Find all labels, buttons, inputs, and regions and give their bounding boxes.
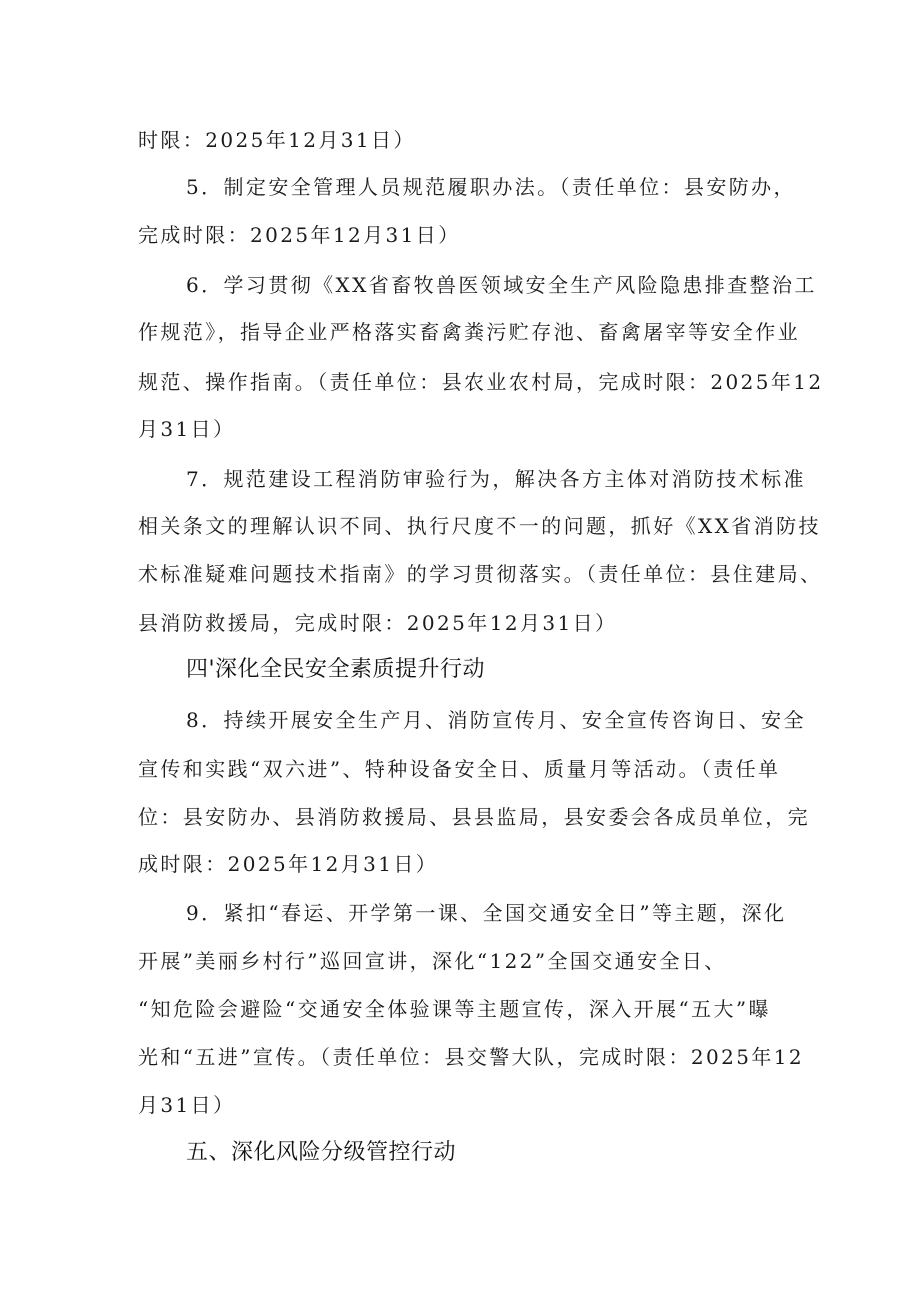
text-line: 光和“五进”宣传。（责任单位：县交警大队，完成时限：2025年12	[138, 1045, 804, 1069]
section-heading-4: 四'深化全民安全素质提升行动	[186, 657, 486, 682]
text-line: “知危险会避险“交通安全体验课等主题宣传，深入开展“五大”曝	[138, 997, 771, 1021]
text-line: 位：县安防办、县消防救援局、县县监局，县安委会各成员单位，完	[138, 805, 810, 829]
item-6-line: 6．学习贯彻《XX省畜牧兽医领域安全生产风险隐患排查整治工	[186, 273, 817, 297]
text-line: 术标准疑难问题技术指南》的学习贯彻落实。（责任单位：县住建局、	[138, 562, 823, 586]
item-7-line: 7．规范建设工程消防审验行为，解决各方主体对消防技术标准	[186, 467, 806, 491]
item-8-line: 8．持续开展安全生产月、消防宣传月、安全宣传咨询日、安全	[186, 708, 806, 732]
item-5-line: 5．制定安全管理人员规范履职办法。（责任单位：县安防办，	[186, 175, 796, 199]
text-line: 月31日）	[138, 1093, 236, 1117]
text-line: 月31日）	[138, 417, 236, 441]
item-9-line: 9．紧扣“春运、开学第一课、全国交通安全日”等主题，深化	[186, 901, 787, 925]
text-line: 县消防救援局，完成时限：2025年12月31日）	[138, 611, 618, 635]
section-heading-5: 五、深化风险分级管控行动	[186, 1140, 457, 1165]
text-line: 宣传和实践“双六进”、特种设备安全日、质量月等活动。（责任单	[138, 757, 781, 781]
text-line: 开展”美丽乡村行”巡回宣讲，深化“122”全国交通安全日、	[138, 949, 727, 973]
text-line: 成时限：2025年12月31日）	[138, 852, 439, 876]
text-line: 相关条文的理解认识不同、执行尺度不一的问题，抓好《XX省消防技	[138, 514, 821, 538]
text-line: 时限：2025年12月31日）	[138, 128, 416, 152]
text-line: 作规范》，指导企业严格落实畜禽粪污贮存池、畜禽屠宰等安全作业	[138, 320, 800, 344]
text-line: 完成时限：2025年12月31日）	[138, 223, 461, 247]
text-line: 规范、操作指南。（责任单位：县农业农村局，完成时限：2025年12	[138, 370, 824, 394]
